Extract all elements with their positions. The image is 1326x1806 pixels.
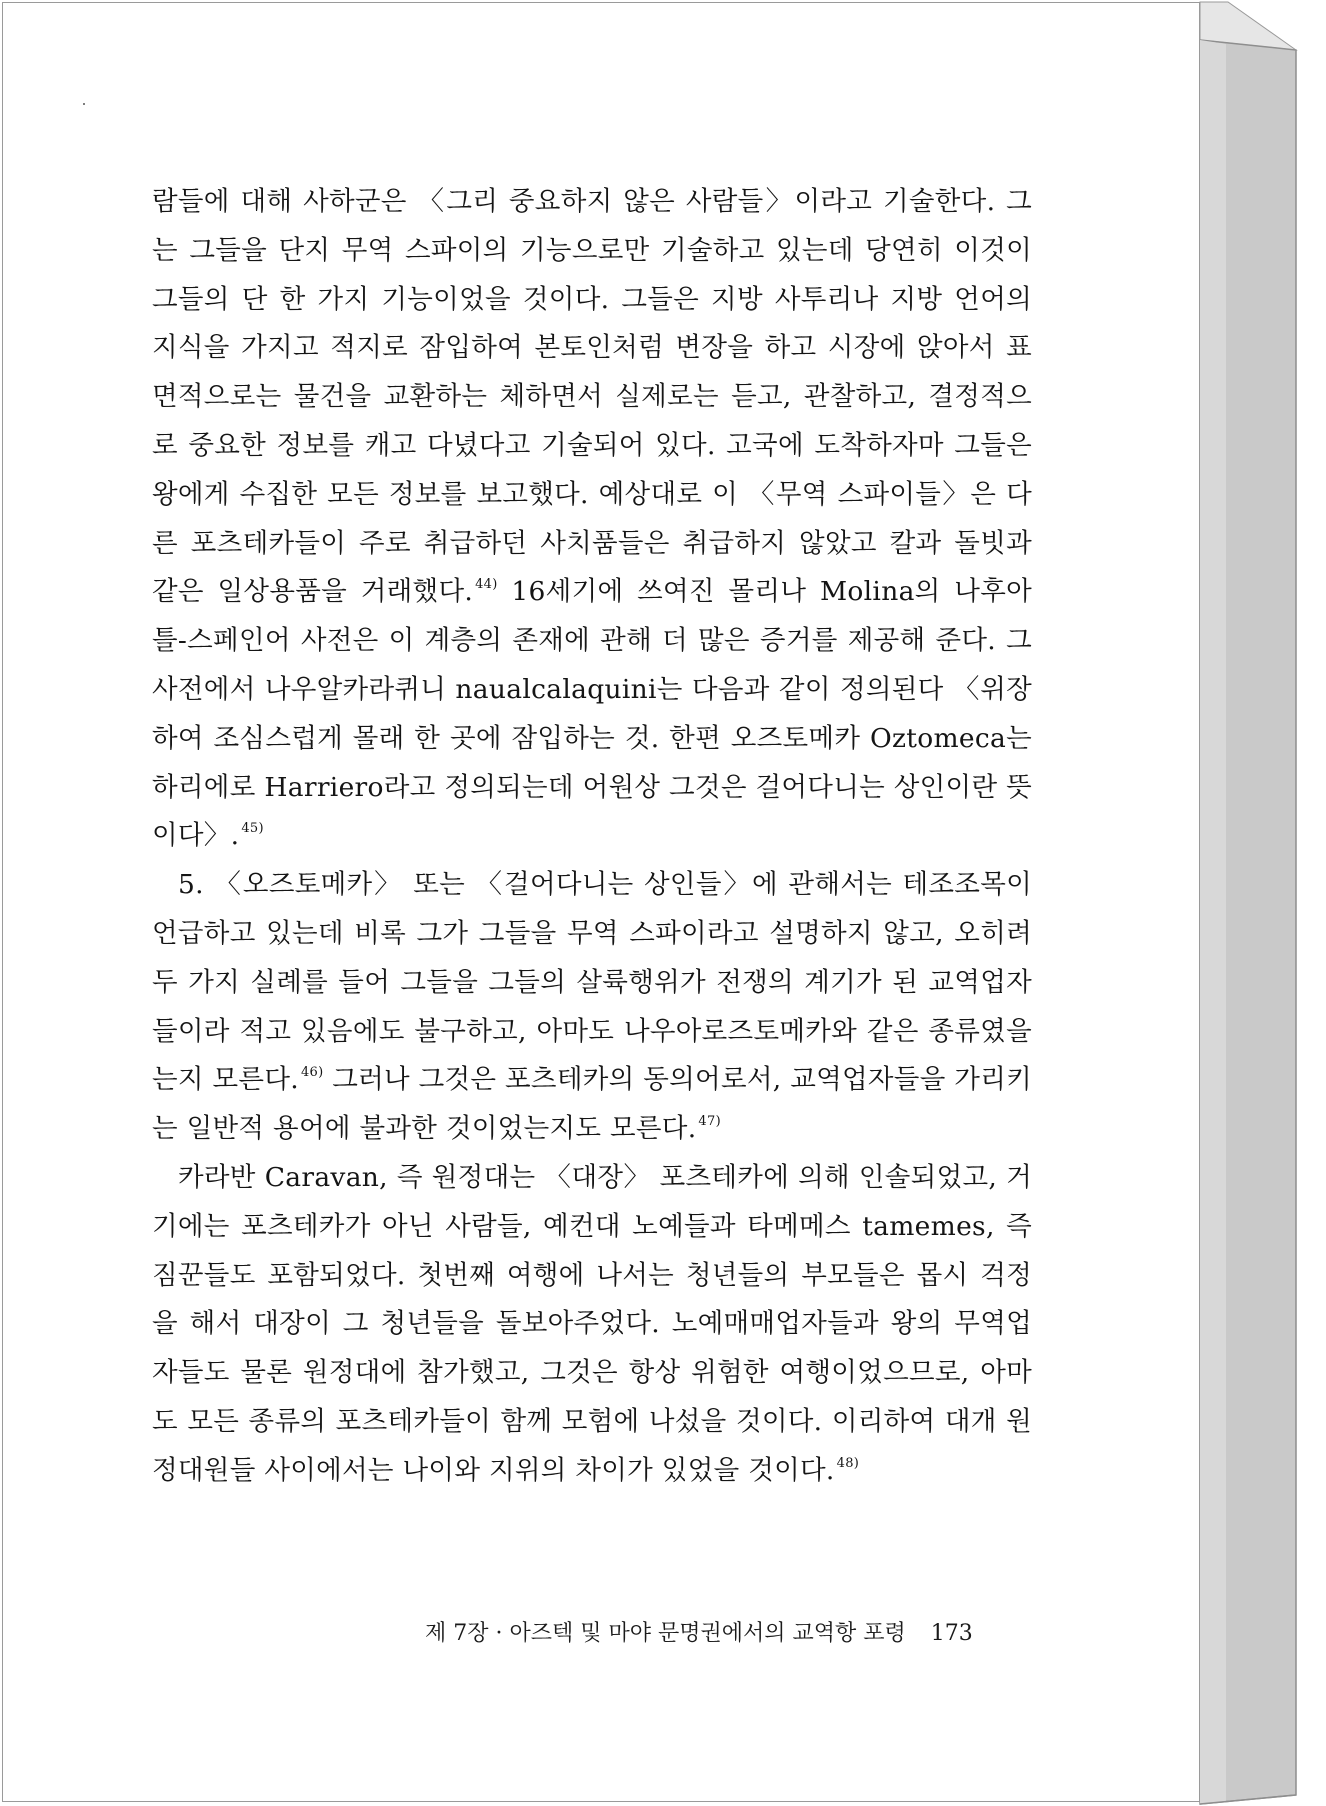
book-edge-shade [1200, 40, 1226, 1804]
footnote-marker: 45) [241, 821, 264, 837]
footer-chapter-title: 제 7장 · 아즈텍 및 마야 문명권에서의 교역항 포령 [425, 1621, 906, 1646]
footnote-marker: 47) [698, 1114, 721, 1130]
footnote-marker: 44) [475, 577, 498, 593]
paragraph [152, 861, 1032, 1154]
footnote-marker: 48) [836, 1455, 860, 1471]
paragraph [152, 178, 1032, 861]
paragraph-text: 카라반 Caravan, 즉 원정대는 〈대장〉 포츠테카에 의해 인솔되었고, 거기에는 포츠테카가 아닌 사람들, 예컨대 노예들과 타메메스 tamemes, 즉 짐꾼들도 포함되었다. 첫번째 여행에 나서는 청년들의 부모들은 몹시 걱정을 해서 대장이 그 청년들을 돌보아주었다. 노예매매업자들과 왕의 무역업자들도 물론 원정대에 참가했고, 그것은 항상 위험한 여행이었으므로, 아마도 모든 종류의 포츠테카들이 함께 모험에 나섰을 것이다. 이리하여 대개 원정대원들 사이에서는 나이와 지위의 차이가 있었을 것이다. [152, 1161, 1032, 1486]
body-text [152, 178, 1032, 1496]
paragraph-text: 5. 〈오즈토메카〉 또는 〈걸어다니는 상인들〉에 관해서는 테조조목이 언급하고 있는데 비록 그가 그들을 무역 스파이라고 설명하지 않고, 오히려 두 가지 실례를 들어 그들을 그들의 살륙행위가 전쟁의 계기가 된 교역업자들이라 적고 있음에도 불구하고, 아마도 나우아로즈토메카와 같은 종류였을는지 모른다. [152, 869, 1032, 1096]
paragraph-text: 그러나 그것은 포츠테카의 동의어로서, 교역업자들을 가리키는 일반적 용어에 불과한 것이었는지도 모른다. [152, 1064, 1033, 1145]
scan-speck [83, 103, 85, 105]
paragraph-text: 람들에 대해 사하군은 〈그리 중요하지 않은 사람들〉이라고 기술한다. 그는 그들을 단지 무역 스파이의 기능으로만 기술하고 있는데 당연히 이것이 그들의 단 한 가지 기능이었을 것이다. 그들은 지방 사투리나 지방 언어의 지식을 가지고 적지로 잠입하여 본토인처럼 변장을 하고 시장에 앉아서 표면적으로는 물건을 교환하는 체하면서 실제로는 듣고, 관찰하고, 결정적으로 중요한 정보를 캐고 다녔다고 기술되어 있다. 고국에 도착하자마 그들은 왕에게 수집한 모든 정보를 보고했다. 예상대로 이 〈무역 스파이들〉은 다른 포츠테카들이 주로 취급하던 사치품들은 취급하지 않았고 칼과 돌빗과 같은 일상용품을 거래했다. [152, 186, 1032, 608]
footnote-marker: 46) [300, 1065, 324, 1081]
running-footer [425, 1616, 1025, 1647]
paragraph [152, 1154, 1032, 1496]
page-number: 173 [930, 1621, 973, 1646]
paragraph-text: 16세기에 쓰여진 몰리나 Molina의 나후아틀-스페인어 사전은 이 계층의 존재에 관해 더 많은 증거를 제공해 준다. 그 사전에서 나우알카라퀴니 naualcalaquini는 다음과 같이 정의된다 〈위장하여 조심스럽게 몰래 한 곳에 잠입하는 것. 한편 오즈토메카 Oztomeca는 하리에로 Harriero라고 정의되는데 어원상 그것은 걸어다니는 상인이란 뜻이다〉. [152, 576, 1032, 852]
